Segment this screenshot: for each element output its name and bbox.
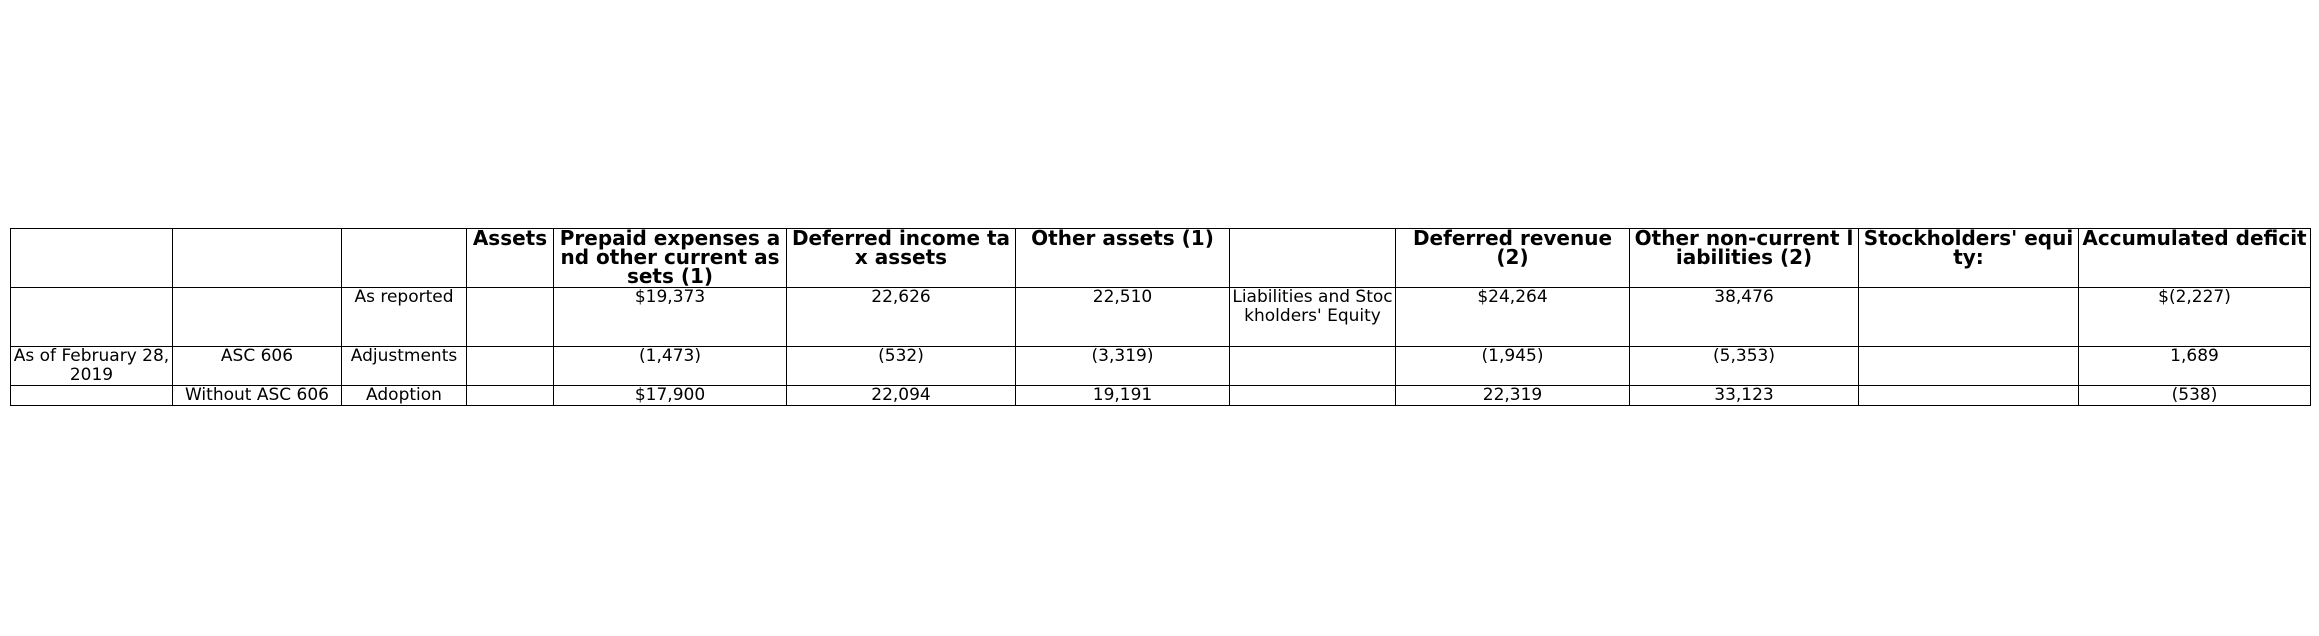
table-cell — [1230, 347, 1396, 386]
header-cell-prepaid-expenses: Prepaid expenses and other current assets (1) — [554, 229, 787, 288]
table-cell — [467, 347, 554, 386]
header-cell-accumulated-deficit: Accumulated deficit — [2079, 229, 2311, 288]
header-cell-assets: Assets — [467, 229, 554, 288]
header-cell-blank-3 — [342, 229, 467, 288]
table-cell: Liabilities and Stockholders' Equity — [1230, 288, 1396, 347]
table-cell: Adoption — [342, 386, 467, 406]
table-cell: $19,373 — [554, 288, 787, 347]
table-cell: 1,689 — [2079, 347, 2311, 386]
table-cell: $(2,227) — [2079, 288, 2311, 347]
table-row — [11, 288, 2311, 347]
header-cell-deferred-revenue: Deferred revenue (2) — [1396, 229, 1630, 288]
table-header-row — [11, 229, 2311, 288]
header-cell-other-noncurrent-liabilities: Other non-current liabilities (2) — [1630, 229, 1859, 288]
table-cell: Without ASC 606 — [173, 386, 342, 406]
table-cell — [467, 386, 554, 406]
table-cell: ASC 606 — [173, 347, 342, 386]
table-cell — [1859, 288, 2079, 347]
table-cell: 22,626 — [787, 288, 1016, 347]
table-cell — [1859, 386, 2079, 406]
table-cell: 22,319 — [1396, 386, 1630, 406]
table-cell: As of February 28, 2019 — [11, 347, 173, 386]
table-cell: Adjustments — [342, 347, 467, 386]
table-cell — [11, 386, 173, 406]
table-cell: 22,094 — [787, 386, 1016, 406]
table-cell: 38,476 — [1630, 288, 1859, 347]
table-cell: (5,353) — [1630, 347, 1859, 386]
table-cell: $17,900 — [554, 386, 787, 406]
table-cell — [467, 288, 554, 347]
table-cell — [1230, 386, 1396, 406]
table-cell: (538) — [2079, 386, 2311, 406]
table-cell — [11, 288, 173, 347]
header-cell-blank-2 — [173, 229, 342, 288]
header-cell-stockholders-equity: Stockholders' equity: — [1859, 229, 2079, 288]
table-cell: (532) — [787, 347, 1016, 386]
header-cell-deferred-income-tax: Deferred income tax assets — [787, 229, 1016, 288]
header-cell-other-assets: Other assets (1) — [1016, 229, 1230, 288]
table-cell — [173, 288, 342, 347]
table-cell: (1,945) — [1396, 347, 1630, 386]
table-cell: $24,264 — [1396, 288, 1630, 347]
table-cell: (3,319) — [1016, 347, 1230, 386]
table-cell: 22,510 — [1016, 288, 1230, 347]
table-cell: As reported — [342, 288, 467, 347]
table-cell: (1,473) — [554, 347, 787, 386]
table-row — [11, 347, 2311, 386]
table-cell: 19,191 — [1016, 386, 1230, 406]
balance-sheet-table — [10, 228, 2311, 406]
table-cell: 33,123 — [1630, 386, 1859, 406]
table-cell — [1859, 347, 2079, 386]
header-cell-blank-1 — [11, 229, 173, 288]
table-row — [11, 386, 2311, 406]
header-cell-blank-8 — [1230, 229, 1396, 288]
